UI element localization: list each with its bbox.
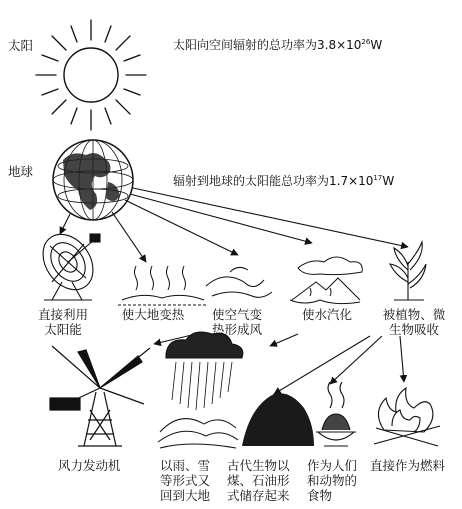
sun-power-exponent: 26	[361, 38, 371, 46]
warm-ground-icon	[118, 266, 206, 305]
label-evaporation: 使水汽化	[301, 307, 352, 322]
coal-pile-icon	[242, 393, 314, 446]
label-ground-heat: 使大地变热	[121, 307, 185, 322]
label-fuel: 直接作为燃料	[370, 458, 446, 473]
fire-fuel-icon	[374, 388, 440, 446]
sun-power-unit: W	[370, 38, 383, 52]
label-fossil: 古代生物以 煤、石油形 式储存起来	[227, 458, 290, 503]
label-food: 作为人们 和动物的 食物	[307, 458, 358, 503]
label-rain-snow: 以雨、雪 等形式又 回到大地	[160, 458, 211, 503]
earth-power-text: 辐射到地球的太阳能总功率为1.7×10	[173, 174, 374, 188]
wind-icon	[206, 267, 272, 297]
earth-globe-icon	[53, 140, 133, 220]
earth-label: 地球	[8, 164, 34, 179]
label-direct-use: 直接利用 太阳能	[37, 307, 88, 337]
solar-dish-icon	[33, 225, 103, 300]
sun-power-formula	[173, 38, 382, 53]
earth-power-formula	[173, 174, 394, 189]
earth-power-exponent: 17	[373, 174, 383, 182]
food-icon	[316, 382, 356, 446]
label-wind-form: 使空气变 热形成风	[211, 307, 262, 337]
label-wind-turbine: 风力发动机	[58, 458, 121, 473]
sun-label: 太阳	[8, 38, 34, 53]
earth-power-unit: W	[382, 174, 395, 188]
plant-icon	[390, 242, 426, 300]
label-plant-absorb: 被植物、微 生物吸收	[382, 307, 446, 337]
rain-cloud-icon	[158, 332, 243, 448]
sun-icon	[36, 20, 146, 130]
windmill-icon	[50, 346, 150, 446]
sun-power-text: 太阳向空间辐射的总功率为3.8×10	[173, 38, 362, 52]
evaporation-icon	[290, 257, 362, 304]
